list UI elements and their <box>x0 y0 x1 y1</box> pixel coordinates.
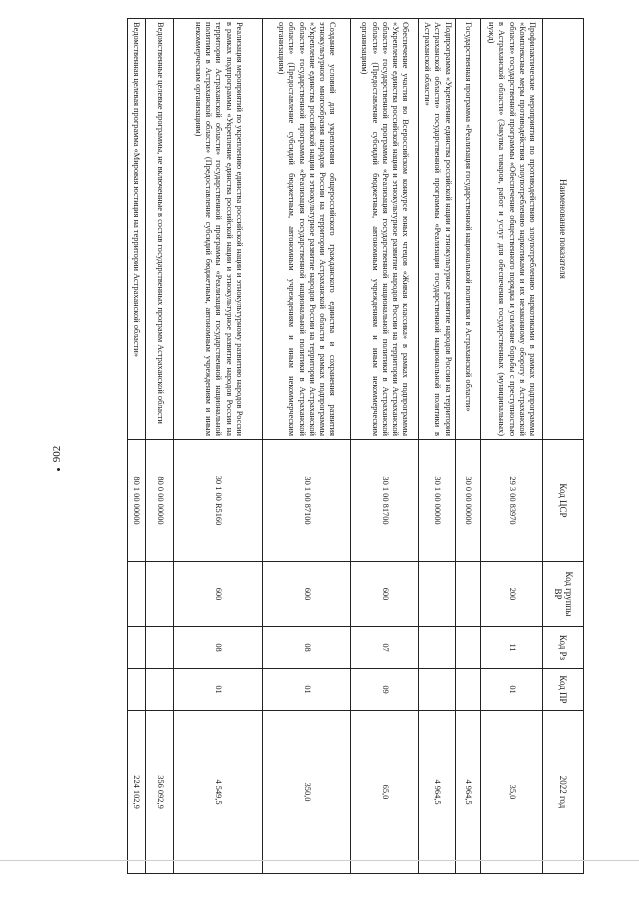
header-pr: Код ПР <box>542 669 583 711</box>
row-vr <box>145 562 174 627</box>
row-amount: 65,0 <box>351 711 419 874</box>
table-row <box>145 19 174 874</box>
row-vr <box>128 562 146 627</box>
row-name: Реализация мероприятий по укреплению единства российской нации и этнокультурному развитию народов России в рамках подпрограммы «Укрепление единства российской нации и этнокультурное развитие народов России на территории Астраханской области» государственной программы «Реализация государственной национальной политики в Астраханской области» (Предоставление субсидий бюджетным, автономным учреждениям и иным некоммерческим организациям) <box>174 19 263 440</box>
row-amount: 224 102,9 <box>128 711 146 874</box>
row-amount: 4 964,5 <box>419 711 456 874</box>
row-pr: 01 <box>174 669 263 711</box>
row-csr: 30 1 00 00000 <box>419 440 456 562</box>
row-name: Обеспечение участия во Всероссийском конкурсе юных чтецов «Живая классика» в рамках подпрограммы «Укрепление единства российской нации и этнокультурное развитие народов России на территории Астраханской области» государственной программы «Реализация государственной национальной политики в Астраханской области» (Предоставление субсидий бюджетным, автономным учреждениям и иным некоммерческим организациям) <box>351 19 419 440</box>
header-rz: Код Рз <box>542 627 583 669</box>
row-name: Профилактические мероприятия по противодействию злоупотреблению наркотиками в рамках подпрограммы «Комплексные меры противодействия злоупотреблению наркотиками и их незаконному обороту в Астраханской области» государственной программы «Обеспечение общественного порядка и усиление борьбы с преступностью в Астраханской области» (Закупка товаров, работ и услуг для обеспечения государственных (муниципальных) нужд) <box>481 19 543 440</box>
row-vr <box>419 562 456 627</box>
budget-table <box>127 18 584 874</box>
row-pr: 01 <box>262 669 351 711</box>
row-pr <box>419 669 456 711</box>
table-row <box>262 19 351 874</box>
row-vr: 600 <box>351 562 419 627</box>
row-pr <box>128 669 146 711</box>
row-csr: 80 0 00 00000 <box>145 440 174 562</box>
table-row <box>128 19 146 874</box>
row-vr: 600 <box>262 562 351 627</box>
header-name: Наименование показателя <box>542 19 583 440</box>
row-csr: 30 0 00 00000 <box>456 440 481 562</box>
row-rz: 08 <box>174 627 263 669</box>
row-pr <box>456 669 481 711</box>
page-bottom-rule <box>0 860 639 861</box>
row-vr <box>456 562 481 627</box>
row-vr: 200 <box>481 562 543 627</box>
row-pr: 09 <box>351 669 419 711</box>
row-vr: 600 <box>174 562 263 627</box>
row-amount: 35,0 <box>481 711 543 874</box>
row-name: Ведомственная целевая программа «Мировая юстиция на территории Астраханской области» <box>128 19 146 440</box>
table-header-row <box>542 19 583 874</box>
table-row <box>456 19 481 874</box>
table-row <box>351 19 419 874</box>
row-csr: 30 1 00 R5160 <box>174 440 263 562</box>
table-row <box>481 19 543 874</box>
row-pr <box>145 669 174 711</box>
row-rz: 11 <box>481 627 543 669</box>
row-name: Ведомственные целевые программы, не включенные в состав государственных программ Астраханской области <box>145 19 174 440</box>
table-row <box>174 19 263 874</box>
row-name: Государственная программа «Реализация государственной национальной политики в Астраханской области» <box>456 19 481 440</box>
row-rz <box>128 627 146 669</box>
row-rz <box>419 627 456 669</box>
row-rz: 07 <box>351 627 419 669</box>
row-csr: 30 1 00 87100 <box>262 440 351 562</box>
row-name: Создание условий для укрепления общероссийского гражданского единства и сохранения развития этнокультурного многообразия народов России на территории Астраханской области в рамках подпрограммы «Укрепление единства российской нации и этнокультурное развитие народов России на территории Астраханской области» государственной программы «Реализация государственной национальной политики в Астраханской области» (Предоставление субсидий бюджетным, автономным учреждениям и иным некоммерческим организациям) <box>262 19 351 440</box>
row-csr: 29 3 00 83970 <box>481 440 543 562</box>
table-row <box>419 19 456 874</box>
header-vr: Код группы ВР <box>542 562 583 627</box>
row-name: Подпрограмма «Укрепление единства российской нации и этнокультурное развитие народов России на территории Астраханской области» государственной программы «Реализация государственной национальной политики в Астраханской области» <box>419 19 456 440</box>
row-rz <box>456 627 481 669</box>
budget-table-rotated <box>127 18 584 873</box>
row-amount: 4 964,5 <box>456 711 481 874</box>
row-csr: 30 1 00 81700 <box>351 440 419 562</box>
row-rz: 08 <box>262 627 351 669</box>
header-year: 2022 год <box>542 711 583 874</box>
row-pr: 01 <box>481 669 543 711</box>
row-amount: 350,0 <box>262 711 351 874</box>
row-amount: 4 549,5 <box>174 711 263 874</box>
row-amount: 356 092,9 <box>145 711 174 874</box>
row-csr: 80 1 00 00000 <box>128 440 146 562</box>
scan-dot <box>57 468 60 471</box>
row-rz <box>145 627 174 669</box>
page-number: 902 <box>51 445 63 463</box>
header-csr: Код ЦСР <box>542 440 583 562</box>
